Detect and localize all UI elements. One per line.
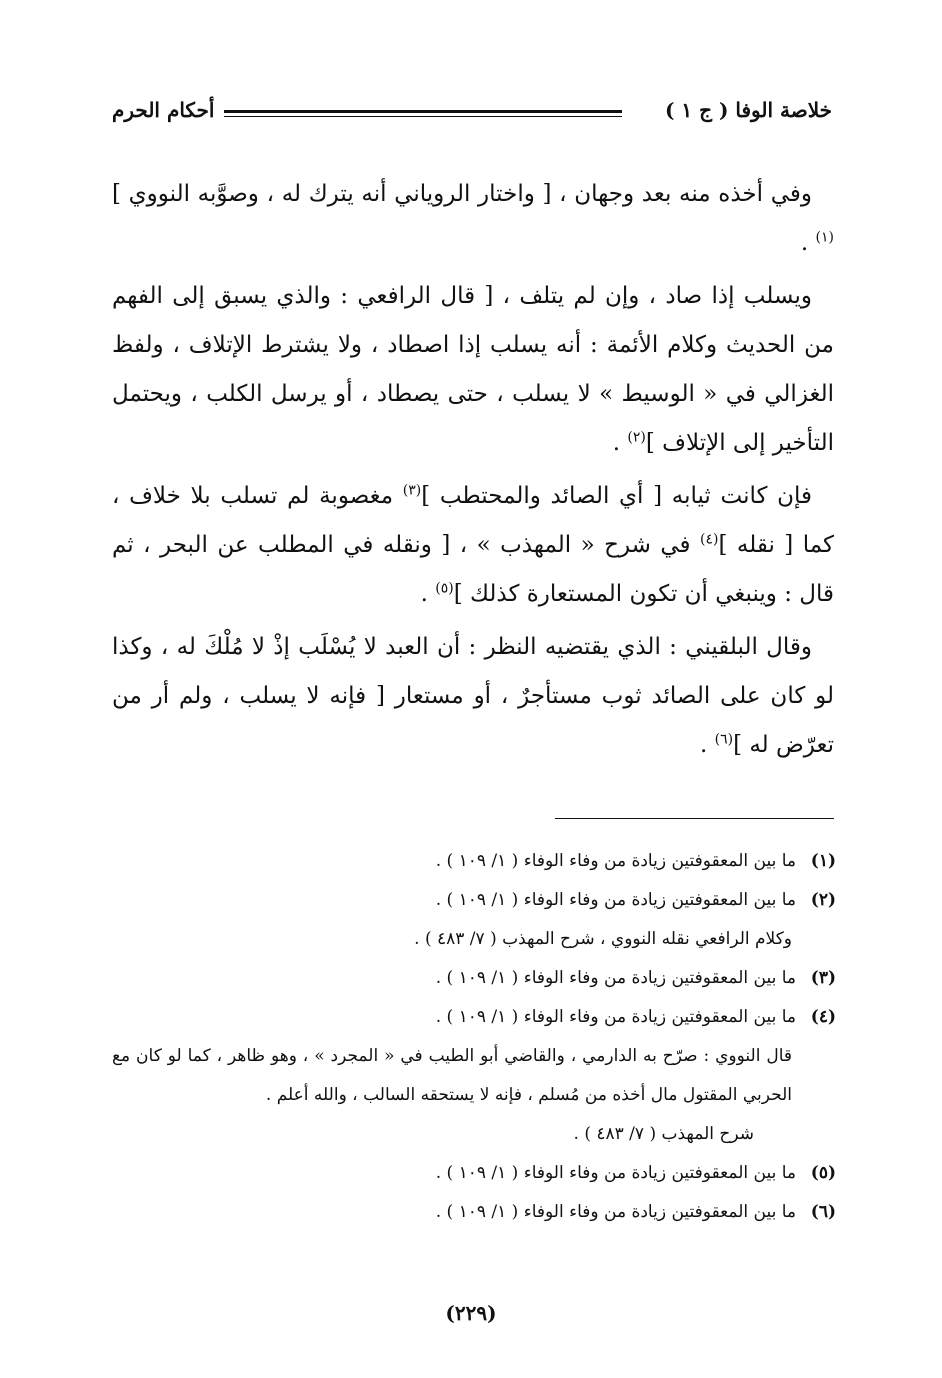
footnote-text: ما بين المعقوفتين زيادة من وفاء الوفاء ( ١/ ١٠٩ ) .: [435, 1163, 796, 1183]
footnote-text: ما بين المعقوفتين زيادة من وفاء الوفاء ( ١/ ١٠٩ ) .: [435, 1202, 796, 1222]
paragraph-text: في شرح « المهذب » ، [ ونقله في المطلب عن البحر ، ثم قال : وينبغي أن تكون المستعارة كذلك ]: [112, 532, 834, 607]
footnotes: [112, 842, 836, 1232]
header-rule: [224, 110, 622, 117]
footnote-ref: (٦): [714, 731, 734, 748]
footnote-number: (٥): [810, 1163, 836, 1183]
paragraph: [112, 170, 834, 268]
footnote-continuation: [112, 1115, 836, 1154]
paragraph-text: .: [420, 581, 436, 607]
footnote: [112, 842, 836, 881]
paragraph: [112, 472, 834, 619]
footnote-ref: (٢): [627, 429, 646, 446]
paragraph-text: مغصوبة لم تسلب بلا خلاف ، كما [ نقله ]: [112, 483, 834, 558]
footnote-text: وكلام الرافعي نقله النووي ، شرح المهذب ( ٧/ ٤٨٣ ) .: [414, 929, 792, 949]
book-title: خلاصة الوفا ( ج ١ ): [664, 98, 832, 122]
footnote-text: ما بين المعقوفتين زيادة من وفاء الوفاء ( ١/ ١٠٩ ) .: [435, 968, 796, 988]
footnote: [112, 1193, 836, 1232]
footnote-ref: (١): [815, 229, 834, 246]
footnote-separator: [555, 818, 834, 819]
paragraph-text: .: [800, 230, 816, 256]
footnote-text: ما بين المعقوفتين زيادة من وفاء الوفاء ( ١/ ١٠٩ ) .: [435, 851, 796, 871]
paragraph-text: فإن كانت ثيابه [ أي الصائد والمحتطب ]: [421, 483, 812, 509]
footnote: [112, 959, 836, 998]
footnote: [112, 881, 836, 920]
paragraph-text: .: [612, 430, 628, 456]
footnote: [112, 1154, 836, 1193]
footnote-number: (٦): [810, 1202, 836, 1222]
running-header: [112, 96, 832, 132]
paragraph: [112, 623, 834, 770]
main-text: [112, 170, 834, 774]
paragraph-text: .: [699, 732, 715, 758]
footnote-continuation: [112, 920, 836, 959]
footnote-ref: (٥): [435, 580, 454, 597]
footnote-number: (٢): [810, 890, 836, 910]
footnote-text: ما بين المعقوفتين زيادة من وفاء الوفاء ( ١/ ١٠٩ ) .: [435, 1007, 796, 1027]
footnote-text: قال النووي : صرّح به الدارمي ، والقاضي أبو الطيب في « المجرد » ، وهو ظاهر ، كما لو كان مع الحربي المقتول مال أخذه من مُسلم ، فإنه لا يستحقه السالب ، والله أعلم .: [112, 1046, 792, 1105]
paragraph-text: وفي أخذه منه بعد وجهان ، [ واختار الروياني أنه يترك له ، وصوَّبه النووي ]: [112, 181, 812, 207]
footnote: [112, 998, 836, 1037]
paragraph-text: وقال البلقيني : الذي يقتضيه النظر : أن العبد لا يُسْلَب إذْ لا مُلْكَ له ، وكذا لو كان على الصائد ثوب مستأجرٌ ، أو مستعار [ فإنه لا يسلب ، ولم أر من تعرّض له ]: [112, 634, 834, 758]
footnote-number: (١): [810, 851, 836, 871]
footnote-number: (٣): [810, 968, 836, 988]
paragraph-text: ويسلب إذا صاد ، وإن لم يتلف ، [ قال الرافعي : والذي يسبق إلى الفهم من الحديث وكلام الأئمة : أنه يسلب إذا اصطاد ، ولا يشترط الإتلاف ، ولفظ الغزالي في « الوسيط » لا يسلب ، حتى يصطاد ، أو يرسل الكلب ، ويحتمل التأخير إلى الإتلاف ]: [112, 283, 834, 456]
footnote-ref: (٤): [700, 531, 719, 548]
footnote-continuation: [112, 1037, 836, 1115]
footnote-ref: (٣): [402, 482, 422, 499]
footnote-text: شرح المهذب ( ٧/ ٤٨٣ ) .: [573, 1124, 754, 1144]
footnote-number: (٤): [810, 1007, 836, 1027]
footnote-text: ما بين المعقوفتين زيادة من وفاء الوفاء ( ١/ ١٠٩ ) .: [435, 890, 796, 910]
paragraph: [112, 272, 834, 468]
page-number: (٢٢٩): [445, 1301, 497, 1325]
section-title: أحكام الحرم: [112, 98, 215, 122]
